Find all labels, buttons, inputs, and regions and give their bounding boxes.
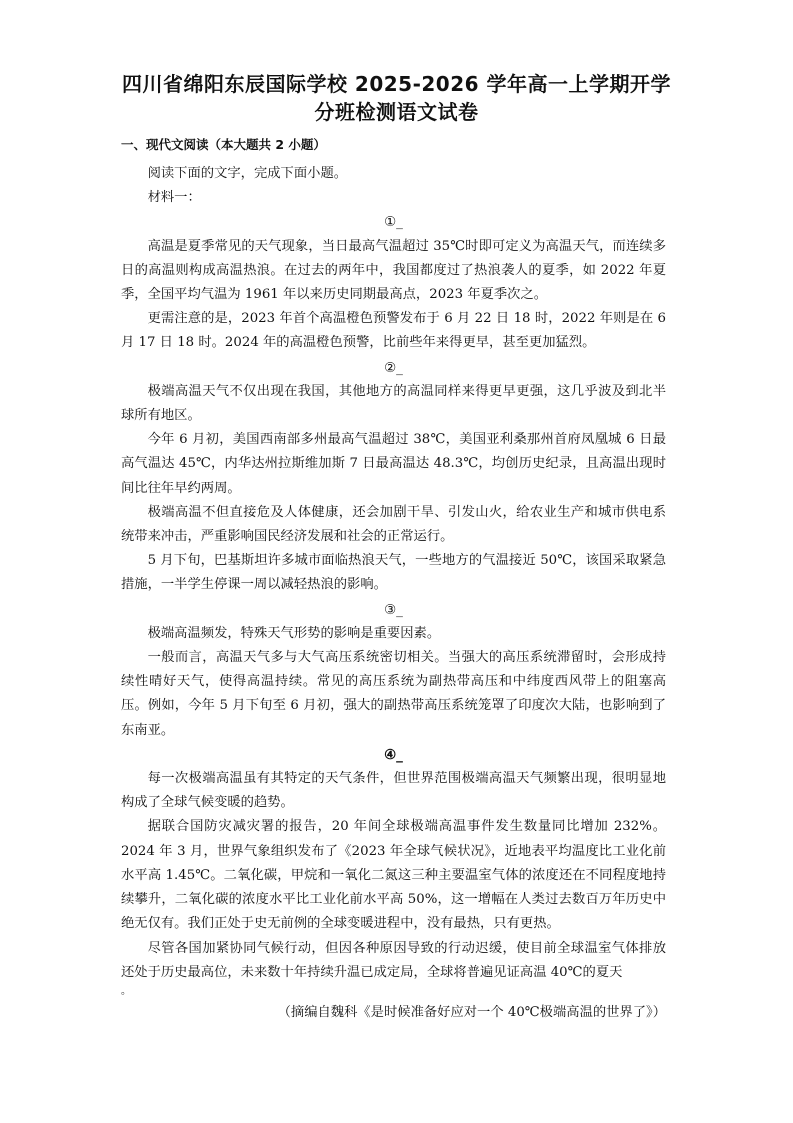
instruction-text: 阅读下面的文字，完成下面小题。 [147, 166, 348, 181]
paragraph: 每一次极端高温虽有其特定的天气条件，但世界范围极端高温天气频繁出现，很明显地构成了全球气候变暖的趋势。 [121, 771, 666, 811]
paragraph: 高温是夏季常见的天气现象，当日最高气温超过 35℃时即可定义为高温天气，而连续多日的高温则构成高温热浪。在过去的两年中，我国都度过了热浪袭人的夏季，如 2022 年夏季，全国平均气温为 1961 年以来历史同期最高点，2023 年夏季次之。 [121, 238, 666, 303]
exam-title-line-2: 分班检测语文试卷 [314, 100, 479, 124]
paragraph: 极端高温频发，特殊天气形势的影响是重要因素。 [147, 625, 441, 641]
paragraph: 一般而言，高温天气多与大气高压系统密切相关。当强大的高压系统滞留时，会形成持续性晴好天气，使得高温持续。常见的高压系统为副热带高压和中纬度西风带上的阻塞高压。例如，今年 5 月下旬至 6 月初，强大的副热带高压系统笼罩了印度次大陆，也影响到了东南亚。 [121, 650, 666, 738]
blank-marker-1: ①_ [384, 214, 403, 231]
paragraph: 今年 6 月初，美国西南部多州最高气温超过 38℃，美国亚利桑那州首府凤凰城 6 日最高气温达 45℃，内华达州拉斯维加斯 7 日最高温达 48.3℃，均创历史纪录，且高温出现时间比往年早约两周。 [121, 432, 666, 496]
paragraph: 尽管各国加紧协同气候行动，但因各种原因导致的行动迟缓，使目前全球温室气体排放还处于历史最高位，未来数十年持续升温已成定局，全球将普遍见证高温 40℃的夏天 [121, 940, 666, 980]
exam-title-line-1: 四川省绵阳东辰国际学校 2025-2026 学年高一上学期开学 [121, 72, 672, 96]
blank-marker-3: ③_ [384, 601, 403, 618]
paragraph: 极端高温天气不仅出现在我国，其他地方的高温同样来得更早更强，这几乎波及到北半球所有地区。 [121, 383, 666, 424]
paragraph: 极端高温不但直接危及人体健康，还会加剧干旱、引发山火，给农业生产和城市供电系统带来冲击，严重影响国民经济发展和社会的正常运行。 [121, 504, 666, 545]
trailing-punctuation: 。 [121, 985, 131, 997]
reading-passage [121, 162, 666, 1025]
paragraph: 据联合国防灾减灾署的报告，20 年间全球极端高温事件发生数量同比增加 232%。2024 年 3 月，世界气象组织发布了《2023 年全球气候状况》，近地表平均温度比工业化前水平高 1.45℃。二氧化碳，甲烷和一氧化二氮这三种主要温室气体的浓度还在不同程度地持续攀升，二氧化碳的浓度水平比工业化前水平高 50%，这一增幅在人类过去数百万年历史中绝无仅有。我们正处于史无前例的全球变暖进程中，没有最热，只有更热。 [121, 819, 666, 932]
paragraph: 更需注意的是，2023 年首个高温橙色预警发布于 6 月 22 日 18 时，2022 年则是在 6 月 17 日 18 时。2024 年的高温橙色预警，比前些年来得更早，甚至更加猛烈。 [121, 311, 666, 351]
material-label: 材料一： [147, 190, 201, 206]
blank-marker-2: ②_ [384, 359, 403, 376]
paragraph: 5 月下旬，巴基斯坦许多城市面临热浪天气，一些地方的气温接近 50℃，该国采取紧急措施，一半学生停课一周以减轻热浪的影响。 [121, 553, 666, 593]
section-heading: 一、现代文阅读（本大题共 2 小题） [121, 137, 326, 152]
source-citation: （摘编自魏科《是时候准备好应对一个 40℃极端高温的世界了》） [277, 1004, 666, 1020]
blank-marker-4: ④_ [384, 746, 403, 763]
